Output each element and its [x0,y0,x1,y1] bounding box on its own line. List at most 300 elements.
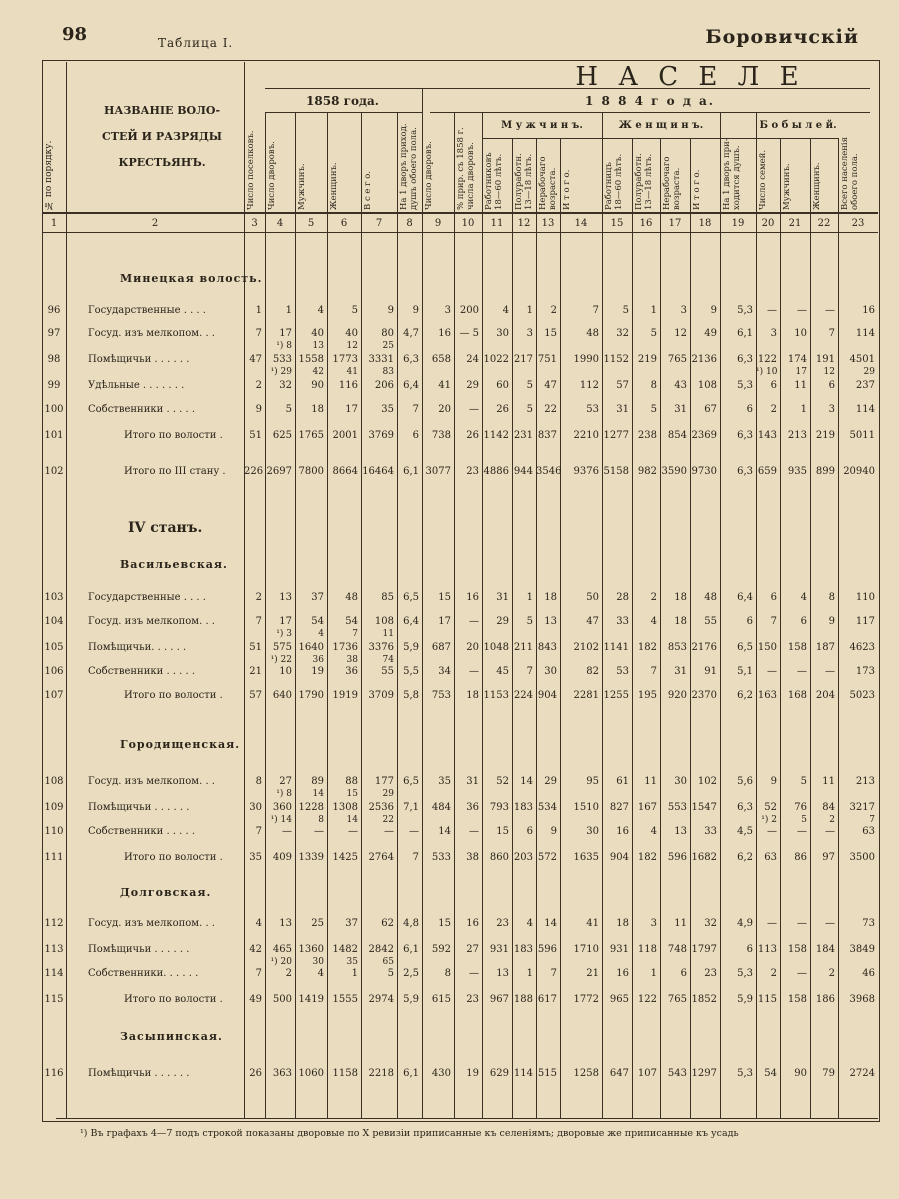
cell-col-9: 3077 [425,466,451,477]
cell-col-18: 1682 [691,852,717,863]
cell-col-14: 48 [586,328,599,339]
row-number: 112 [44,918,64,929]
cell-col-13: 18 [544,592,557,603]
section-title: Васильевская. [120,558,228,571]
cell-col-23: 46 [862,968,875,979]
cell-col-7: 177 [374,776,394,787]
cell-col-8: 7 [412,404,419,415]
subcell-col-5: 30 [312,957,324,967]
cell-col-4: 625 [272,430,292,441]
cell-col-19: 5,9 [737,994,753,1005]
cell-col-23: 114 [855,328,875,339]
cell-col-14: 53 [586,404,599,415]
cell-col-10: 38 [466,852,479,863]
cell-col-12: 203 [513,852,533,863]
cell-col-19: 6,4 [737,592,753,603]
cell-col-5: 1228 [298,802,324,813]
cell-col-14: 1258 [573,1068,599,1079]
cell-col-14: 1990 [573,354,599,365]
cell-col-5: 18 [311,404,324,415]
cell-col-16: 982 [637,466,657,477]
cell-col-14: 112 [579,380,599,391]
cell-col-22: 204 [815,690,835,701]
cell-col-19: 5,3 [737,1068,753,1079]
cell-col-17: 18 [674,616,687,627]
section-title: Городищенская. [120,738,241,751]
cell-col-7: 2536 [368,802,394,813]
cell-col-8: 7 [412,852,419,863]
cell-col-5: 1790 [298,690,324,701]
cell-col-5: 1640 [298,642,324,653]
cell-col-9: 592 [431,944,451,955]
cell-col-20: 9 [770,776,777,787]
cell-col-3: 2 [255,592,262,603]
cell-col-4: 409 [272,852,292,863]
cell-col-18: 23 [704,968,717,979]
cell-col-3: 21 [249,666,262,677]
cell-col-15: 32 [616,328,629,339]
cell-col-5: 40 [311,328,324,339]
cell-col-11: 52 [496,776,509,787]
cell-col-16: 3 [650,918,657,929]
cell-col-13: 534 [537,802,557,813]
cell-col-7: 62 [381,918,394,929]
cell-col-14: 7 [592,305,599,316]
cell-col-4: 27 [279,776,292,787]
column-number-3: 3 [251,218,258,229]
cell-col-8: — [409,826,419,837]
cell-col-12: 5 [526,380,533,391]
cell-col-23: 63 [862,826,875,837]
cell-col-21: 11 [794,380,807,391]
column-number-17: 17 [668,218,682,229]
cell-col-18: 1547 [691,802,717,813]
subcell-col-22: 12 [823,367,835,377]
cell-col-4: 17 [279,328,292,339]
vline-7 [422,88,423,1118]
cell-col-19: 4,9 [737,918,753,929]
column-number-8: 8 [406,218,413,229]
cell-col-15: 1277 [603,430,629,441]
column-header-12: Полуработн. 13—18 лѣтъ. [514,153,534,210]
cell-col-6: 48 [345,592,358,603]
cell-col-5: 1339 [298,852,324,863]
row-number: 113 [44,944,64,955]
cell-col-13: 22 [544,404,557,415]
cell-col-11: 4 [502,305,509,316]
cell-col-11: 967 [489,994,509,1005]
cell-col-8: 6,3 [403,354,419,365]
column-number-14: 14 [574,218,588,229]
cell-col-16: 195 [637,690,657,701]
subcell-col-5: 13 [312,341,324,351]
cell-col-3: 30 [249,802,262,813]
cell-col-6: 1919 [332,690,358,701]
row-number: 102 [44,466,64,477]
year-1858-header: 1858 года. [306,94,379,108]
row-name: Собственники . . . . . [88,666,196,677]
row-name: Итого по волости . [124,994,223,1005]
cell-col-21: — [797,305,807,316]
cell-col-16: 2 [650,592,657,603]
cell-col-9: 14 [438,826,451,837]
cell-col-13: 29 [544,776,557,787]
column-number-18: 18 [698,218,712,229]
column-header-22: Женщинъ. [812,162,822,210]
row-number: 98 [47,354,61,365]
subcell-col-7: 29 [382,789,394,799]
cell-col-19: 5,3 [737,968,753,979]
cell-col-3: 7 [255,328,262,339]
table-label: Таблица I. [158,36,234,50]
row-name: Собственники. . . . . . [88,968,199,979]
cell-col-6: 2001 [332,430,358,441]
cell-col-9: 41 [438,380,451,391]
cell-col-15: 16 [616,968,629,979]
cell-col-9: 753 [431,690,451,701]
subcell-col-5: 14 [312,789,324,799]
cell-col-23: 110 [855,592,875,603]
cell-col-12: 211 [513,642,533,653]
cell-col-20: 150 [757,642,777,653]
cell-col-22: 3 [828,404,835,415]
cell-col-9: 484 [431,802,451,813]
column-number-19: 19 [731,218,745,229]
cell-col-17: 765 [667,994,687,1005]
cell-col-20: 113 [757,944,777,955]
column-number-2: 2 [151,218,159,229]
cell-col-15: 5158 [603,466,629,477]
row-number: 96 [47,305,61,316]
cell-col-3: 57 [249,690,262,701]
cell-col-4: 10 [279,666,292,677]
cell-col-13: 572 [537,852,557,863]
cell-col-4: 13 [279,592,292,603]
column-header-8: На 1 дворъ приход. душъ обоего пола. [399,123,419,210]
row-name: Государственные . . . . [88,305,206,316]
row-number: 114 [44,968,64,979]
column-number-9: 9 [434,218,442,229]
cell-col-19: 6 [746,944,753,955]
cell-col-17: 13 [674,826,687,837]
cell-col-5: 90 [311,380,324,391]
subcell-col-4: ¹) 14 [270,815,292,825]
footnote: ¹) Въ графахъ 4—7 подъ строкой показаны дворовые по X ревизіи приписанные къ селеніямъ; дворовые же приписанные къ усадь [80,1128,739,1139]
column-header-21: Мужчинъ. [782,163,792,210]
cell-col-21: 1 [800,404,807,415]
column-number-6: 6 [340,218,348,229]
cell-col-13: 596 [537,944,557,955]
column-number-7: 7 [375,218,383,229]
cell-col-9: 35 [438,776,451,787]
cell-col-9: 20 [438,404,451,415]
cell-col-14: 1510 [573,802,599,813]
cell-col-12: 188 [513,994,533,1005]
subcell-col-5: 4 [318,629,324,639]
cell-col-18: 55 [704,616,717,627]
cell-col-20: 2 [770,404,777,415]
men-group-header: М у ж ч и н ъ. [501,120,583,131]
cell-col-22: 184 [815,944,835,955]
cell-col-14: 1772 [573,994,599,1005]
cell-col-22: — [825,666,835,677]
cell-col-21: 76 [794,802,807,813]
cell-col-18: 1797 [691,944,717,955]
subcell-col-6: 12 [346,341,358,351]
cell-col-20: 6 [770,592,777,603]
cell-col-9: 15 [438,918,451,929]
row-name: Помѣщичьи . . . . . . [88,944,190,955]
cell-col-4: 17 [279,616,292,627]
row-name: Итого по III стану . [124,466,226,477]
cell-col-19: 6,1 [737,328,753,339]
footnote-rule [56,1118,878,1119]
cell-col-14: 41 [586,918,599,929]
cell-col-7: 3331 [368,354,394,365]
cell-col-9: 615 [431,994,451,1005]
year-1884-header: 1 8 8 4 г о д а. [585,94,715,108]
cell-col-18: 108 [697,380,717,391]
cell-col-3: 9 [255,404,262,415]
row-name: Удѣльные . . . . . . . [88,380,185,391]
row-number: 105 [44,642,64,653]
cell-col-17: 12 [674,328,687,339]
cell-col-19: 6,3 [737,354,753,365]
cell-col-21: 158 [787,994,807,1005]
row-number: 103 [44,592,64,603]
cell-col-6: 1773 [332,354,358,365]
cell-col-7: 206 [374,380,394,391]
cell-col-12: 1 [526,305,533,316]
cell-col-23: 3849 [849,944,875,955]
cell-col-12: 1 [526,968,533,979]
row-number: 108 [44,776,64,787]
cell-col-17: 3 [680,305,687,316]
row-number: 107 [44,690,64,701]
column-number-1: 1 [50,218,58,229]
cell-col-6: 54 [345,616,358,627]
region-title: Боровичскій [705,26,859,48]
cell-col-15: 18 [616,918,629,929]
cell-col-20: 54 [764,1068,777,1079]
cell-col-4: 575 [272,642,292,653]
name-column-header: НАЗВАНІЕ ВОЛО- СТЕЙ И РАЗРЯДЫ КРЕСТЬЯНЪ. [102,104,222,169]
subcell-col-21: 5 [801,815,807,825]
cell-col-11: 60 [496,380,509,391]
cell-col-21: 168 [787,690,807,701]
cell-col-10: 29 [466,380,479,391]
cell-col-13: 837 [537,430,557,441]
subcell-col-4: ¹) 20 [270,957,292,967]
cell-col-5: 89 [311,776,324,787]
women-group-header: Ж е н щ и н ъ. [618,120,704,131]
cell-col-3: 8 [255,776,262,787]
cell-col-20: 115 [757,994,777,1005]
cell-col-20: 659 [757,466,777,477]
cell-col-6: 1425 [332,852,358,863]
cell-col-14: 82 [586,666,599,677]
cell-col-3: 49 [249,994,262,1005]
column-number-4: 4 [276,218,284,229]
cell-col-18: 9730 [691,466,717,477]
cell-col-6: 40 [345,328,358,339]
cell-col-3: 47 [249,354,262,365]
row-name: Государственные . . . . [88,592,206,603]
column-header-5: Мужчинъ. [297,163,307,210]
cell-col-23: 3968 [849,994,875,1005]
cell-col-14: 2102 [573,642,599,653]
subcell-col-23: 7 [869,815,875,825]
row-name: Госуд. изъ мелкопом. . . [88,776,215,787]
column-number-22: 22 [817,218,831,229]
cell-col-17: 853 [667,642,687,653]
cell-col-13: 904 [537,690,557,701]
cell-col-11: 45 [496,666,509,677]
row-name: Собственники . . . . . [88,404,196,415]
cell-col-5: 1419 [298,994,324,1005]
cell-col-13: 515 [537,1068,557,1079]
cell-col-18: 48 [704,592,717,603]
cell-col-17: 765 [667,354,687,365]
cell-col-12: 6 [526,826,533,837]
subcell-col-6: 41 [346,367,358,377]
cell-col-19: 6,3 [737,430,753,441]
cell-col-20: 7 [770,616,777,627]
cell-col-8: 5,8 [403,690,419,701]
subcell-col-7: 25 [382,341,394,351]
cell-col-16: 238 [637,430,657,441]
cell-col-23: 237 [855,380,875,391]
cell-col-20: — [767,918,777,929]
cell-col-4: 1 [285,305,292,316]
cell-col-12: 7 [526,666,533,677]
cell-col-21: 213 [787,430,807,441]
cell-col-17: 543 [667,1068,687,1079]
column-header-19: На 1 дворъ при- ходится душъ. [722,138,742,210]
cell-col-17: 31 [674,404,687,415]
cell-col-16: 11 [644,776,657,787]
cell-col-6: 1 [351,968,358,979]
cell-col-5: 4 [317,968,324,979]
cell-col-18: 2370 [691,690,717,701]
cell-col-13: 14 [544,918,557,929]
cell-col-15: 827 [609,802,629,813]
cell-col-9: 16 [438,328,451,339]
cell-col-12: 224 [513,690,533,701]
row-name: Помѣщичьи . . . . . . [88,802,190,813]
subcell-col-7: 11 [382,629,394,639]
cell-col-17: 30 [674,776,687,787]
row-number: 100 [44,404,64,415]
row-name: Госуд. изъ мелкопом. . . [88,328,215,339]
banner-title: Н А С Е Л Е [575,62,805,92]
cell-col-6: 1308 [332,802,358,813]
hline-header-end [42,212,878,214]
cell-col-20: — [767,826,777,837]
subcell-col-6: 7 [352,629,358,639]
cell-col-23: 3500 [849,852,875,863]
cell-col-15: 57 [616,380,629,391]
cell-col-19: 6 [746,616,753,627]
cell-col-6: 37 [345,918,358,929]
cell-col-10: 19 [466,1068,479,1079]
cell-col-14: 1635 [573,852,599,863]
cell-col-5: 1360 [298,944,324,955]
cell-col-10: 200 [459,305,479,316]
cell-col-23: 173 [855,666,875,677]
column-header-3: Число поселковъ. [246,130,256,210]
cell-col-12: 944 [513,466,533,477]
cell-col-15: 931 [609,944,629,955]
cell-col-10: — [469,826,479,837]
cell-col-8: 5,9 [403,994,419,1005]
cell-col-13: 3546 [536,466,562,477]
cell-col-5: 1558 [298,354,324,365]
cell-col-18: 102 [697,776,717,787]
cell-col-7: 80 [381,328,394,339]
cell-col-18: 2136 [691,354,717,365]
cell-col-15: 904 [609,852,629,863]
cell-col-18: 67 [704,404,717,415]
row-number: 99 [47,380,61,391]
cell-col-23: 3217 [849,802,875,813]
row-number: 97 [47,328,61,339]
cell-col-14: 95 [586,776,599,787]
cell-col-14: 9376 [573,466,599,477]
section-title: Засыпинская. [120,1030,223,1043]
cell-col-6: 8664 [332,466,358,477]
cell-col-11: 13 [496,968,509,979]
column-number-21: 21 [788,218,802,229]
section-title: Долговская. [120,886,212,899]
cell-col-16: 1 [650,968,657,979]
cell-col-6: 1482 [332,944,358,955]
cell-col-16: 118 [637,944,657,955]
cell-col-13: 751 [537,354,557,365]
column-number-20: 20 [761,218,775,229]
cell-col-11: 793 [489,802,509,813]
column-header-18: И т о г о. [692,169,702,210]
cell-col-5: — [314,826,324,837]
cell-col-3: 4 [255,918,262,929]
cell-col-7: 5 [387,968,394,979]
cell-col-12: 183 [513,802,533,813]
cell-col-3: 226 [244,466,264,477]
cell-col-10: — [469,968,479,979]
subcell-col-22: 2 [829,815,835,825]
cell-col-17: 854 [667,430,687,441]
cell-col-16: 8 [650,380,657,391]
cell-col-22: 79 [822,1068,835,1079]
cell-col-15: 1255 [603,690,629,701]
subcell-col-5: 42 [312,367,324,377]
subcell-col-6: 35 [346,957,358,967]
subcell-col-7: 83 [382,367,394,377]
column-header-16: Полуработн. 13—18 лѣтъ. [634,153,654,210]
cell-col-15: 33 [616,616,629,627]
column-number-23: 23 [851,218,865,229]
subcell-col-6: 15 [346,789,358,799]
cell-col-16: 4 [650,616,657,627]
cell-col-10: 27 [466,944,479,955]
cell-col-8: 5,5 [403,666,419,677]
cell-col-11: 23 [496,918,509,929]
cell-col-18: 32 [704,918,717,929]
cell-col-7: 2974 [368,994,394,1005]
cell-col-15: 965 [609,994,629,1005]
cell-col-16: 5 [650,404,657,415]
cell-col-19: 5,3 [737,305,753,316]
